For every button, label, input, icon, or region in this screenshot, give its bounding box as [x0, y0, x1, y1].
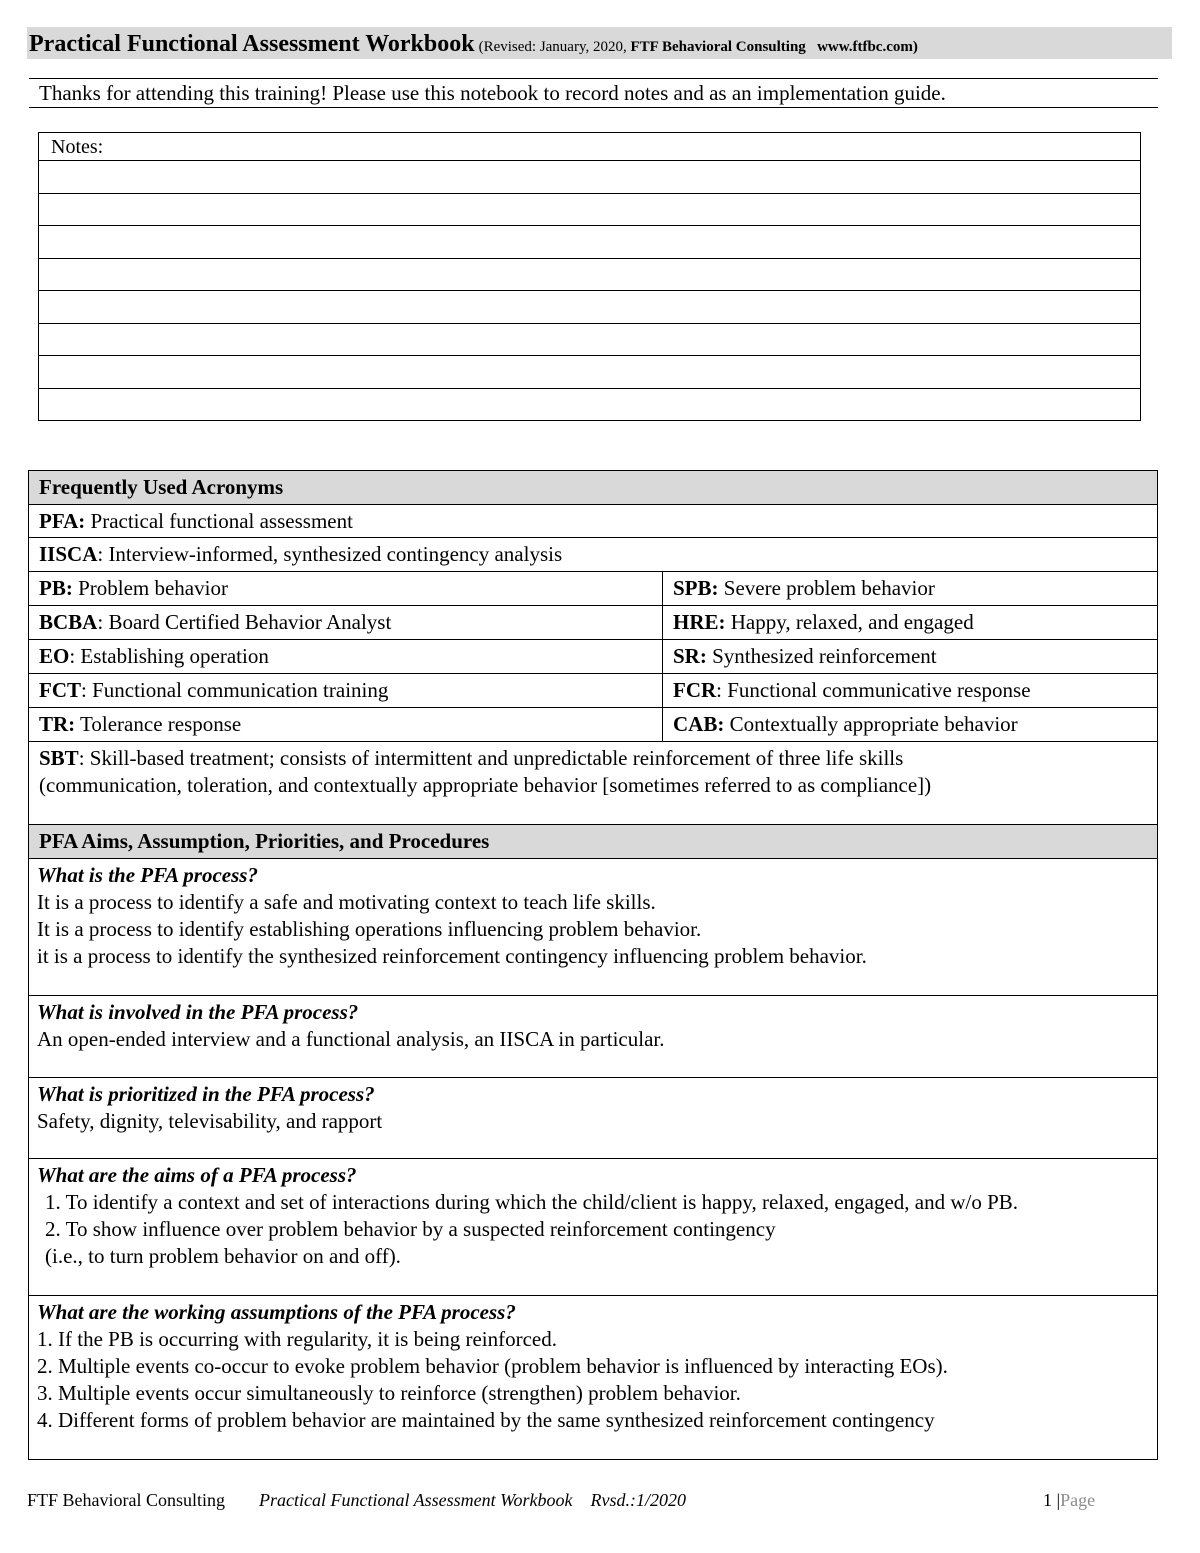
answer-list-item: 1. To identify a context and set of interactions during which the child/client is happy, relaxed, engaged, and w/o PB. [45, 1190, 1019, 1214]
acronym-term: PB: [39, 576, 73, 600]
acronym-desc-cont: (communication, toleration, and contextually appropriate behavior [sometimes referred to as compliance]) [39, 773, 932, 797]
acronyms-and-pfa-table [28, 470, 1158, 1460]
acronym-term: BCBA [39, 610, 98, 634]
notes-line [39, 194, 1140, 227]
answer-list-item: 3. Multiple events occur simultaneously to reinforce (strengthen) problem behavior. [37, 1381, 741, 1405]
page-number: 1 |Page [1043, 1490, 1096, 1510]
header-url: www.ftfbc.com) [817, 39, 918, 55]
acronym-desc: Tolerance response [75, 712, 242, 736]
revision-note: (Revised: January, 2020, FTF Behavioral Consulting www.ftfbc.com) [478, 39, 918, 55]
header-org: FTF Behavioral Consulting [630, 39, 806, 55]
notes-label: Notes: [39, 133, 1140, 161]
question: What are the working assumptions of the PFA process? [37, 1300, 516, 1324]
notes-line [39, 259, 1140, 292]
pfa-involved-row [29, 996, 1157, 1078]
acronyms-heading-row [29, 471, 1157, 505]
footer-workbook: Practical Functional Assessment Workbook Rvsd.:1/2020 [259, 1490, 686, 1510]
notes-line [39, 291, 1140, 324]
acronym-term: SBT [39, 746, 79, 770]
question: What are the aims of a PFA process? [37, 1163, 357, 1187]
acronym-row [29, 640, 1157, 674]
acronym-term: SR: [673, 644, 707, 668]
notes-line [39, 356, 1140, 389]
notes-line [39, 389, 1140, 422]
acronym-row [29, 606, 1157, 640]
acronym-desc: Practical functional assessment [85, 509, 353, 533]
acronym-term: HRE: [673, 610, 726, 634]
answer-line: It is a process to identify establishing operations influencing problem behavior. [37, 917, 702, 941]
acronym-desc: : Interview-informed, synthesized contingency analysis [97, 542, 563, 566]
acronym-desc: Problem behavior [72, 576, 228, 600]
acronym-row [29, 708, 1157, 742]
acronym-term: TR: [39, 712, 76, 736]
acronym-term: CAB: [673, 712, 725, 736]
notes-line [39, 226, 1140, 259]
acronym-desc: : Board Certified Behavior Analyst [97, 610, 392, 634]
acronym-term: EO [39, 644, 70, 668]
acronym-row-iisca [29, 538, 1157, 572]
acronym-term: FCR [673, 678, 717, 702]
acronym-desc: : Functional communicative response [716, 678, 1031, 702]
acronym-row [29, 572, 1157, 606]
acronym-desc: Severe problem behavior [718, 576, 935, 600]
notes-line [39, 161, 1140, 194]
pfa-heading: PFA Aims, Assumption, Priorities, and Procedures [39, 829, 490, 853]
acronym-desc: : Functional communication training [81, 678, 389, 702]
document-title-bar [27, 27, 1172, 59]
acronym-term: FCT [39, 678, 81, 702]
answer-line: it is a process to identify the synthesized reinforcement contingency influencing problem behavior. [37, 944, 867, 968]
footer-revised: Rvsd.:1/2020 [590, 1490, 686, 1510]
acronym-term: PFA: [39, 509, 86, 533]
page-footer [27, 1490, 1096, 1514]
acronym-row-pfa [29, 505, 1157, 538]
answer-list-item: 4. Different forms of problem behavior are maintained by the same synthesized reinforcement contingency [37, 1408, 935, 1432]
acronym-desc: Contextually appropriate behavior [724, 712, 1018, 736]
answer-line: Safety, dignity, televisability, and rapport [37, 1109, 383, 1133]
pfa-prioritized-row [29, 1078, 1157, 1159]
notes-box [38, 132, 1141, 421]
document-title: Practical Functional Assessment Workbook [29, 31, 475, 57]
pfa-process-row [29, 859, 1157, 996]
pfa-assumptions-row [29, 1296, 1157, 1459]
acronym-row [29, 674, 1157, 708]
answer-list-item: 2. Multiple events co-occur to evoke problem behavior (problem behavior is influenced by interacting EOs). [37, 1354, 948, 1378]
question: What is the PFA process? [37, 863, 258, 887]
answer-line: It is a process to identify a safe and motivating context to teach life skills. [37, 890, 656, 914]
acronym-desc: : Establishing operation [69, 644, 269, 668]
answer-list-item-cont: (i.e., to turn problem behavior on and off). [45, 1244, 401, 1268]
footer-org: FTF Behavioral Consulting [27, 1490, 225, 1510]
acronym-term: IISCA [39, 542, 98, 566]
question: What is involved in the PFA process? [37, 1000, 359, 1024]
pfa-heading-row [29, 825, 1157, 859]
page-label: Page [1060, 1490, 1096, 1510]
pfa-aims-row [29, 1159, 1157, 1296]
answer-line: An open-ended interview and a functional analysis, an IISCA in particular. [37, 1027, 665, 1051]
question: What is prioritized in the PFA process? [37, 1082, 375, 1106]
acronyms-heading: Frequently Used Acronyms [39, 475, 284, 499]
acronym-desc: Synthesized reinforcement [706, 644, 937, 668]
thanks-message: Thanks for attending this training! Please use this notebook to record notes and as an implementation guide. [29, 78, 1158, 108]
acronym-term: SPB: [673, 576, 719, 600]
answer-list-item: 1. If the PB is occurring with regularity, it is being reinforced. [37, 1327, 558, 1351]
acronym-desc: : Skill-based treatment; consists of intermittent and unpredictable reinforcement of three life skills [78, 746, 904, 770]
acronym-row-sbt [29, 742, 1157, 825]
answer-list-item: 2. To show influence over problem behavior by a suspected reinforcement contingency [45, 1217, 776, 1241]
notes-line [39, 324, 1140, 357]
acronym-desc: Happy, relaxed, and engaged [725, 610, 974, 634]
